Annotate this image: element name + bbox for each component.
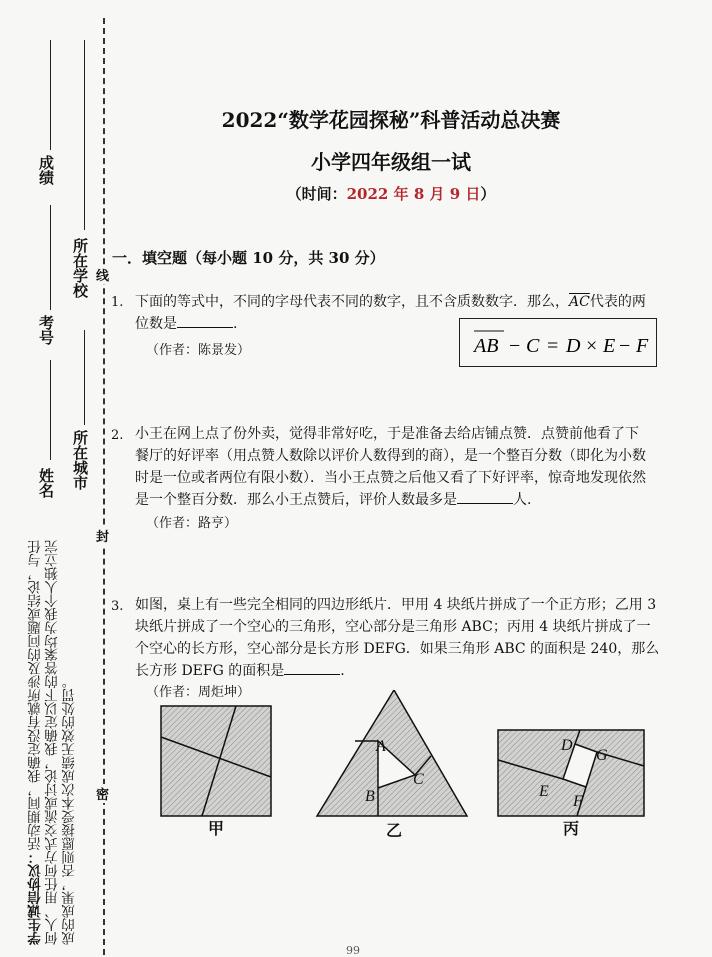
q3-author: （作者：周炬坤）	[146, 685, 251, 700]
point-f-label: F	[573, 793, 583, 810]
q1-equation-box	[459, 318, 657, 367]
name-label: 姓名	[37, 468, 55, 498]
svg-text:AB: AB	[474, 335, 499, 357]
svg-text:C: C	[526, 335, 540, 357]
q1-number: 1.	[111, 295, 124, 310]
exam-date: （时间：2022 年 8 月 9 日）	[286, 185, 496, 203]
figure-bing-label: 丙	[563, 819, 580, 838]
seal-char-secret: 密	[96, 784, 109, 803]
point-a-label: A	[376, 738, 386, 755]
page-mark: 99	[346, 944, 360, 957]
q2-author: （作者：路亨）	[146, 516, 238, 531]
point-b-label: B	[365, 788, 375, 805]
seal-dashed-line	[103, 18, 105, 955]
score-line	[50, 40, 51, 150]
figure-jia	[161, 706, 271, 816]
q3-number: 3.	[111, 599, 124, 614]
name-line	[50, 360, 51, 460]
exam-no-line	[50, 205, 51, 310]
figure-yi-label: 乙	[386, 821, 403, 840]
score-label: 成绩	[37, 155, 55, 185]
q1-equation	[460, 319, 656, 366]
svg-text:E: E	[603, 335, 616, 357]
city-line	[84, 330, 85, 425]
section-title: 一．填空题（每小题 10 分，共 30 分）	[112, 249, 385, 267]
exam-no-label: 考号	[37, 315, 55, 345]
svg-text:=: =	[547, 335, 559, 357]
figure-jia-label: 甲	[208, 819, 225, 838]
grade-title: 小学四年级组一试	[311, 150, 471, 174]
q3-figures	[150, 690, 680, 840]
svg-text:−: −	[509, 335, 521, 357]
svg-text:−: −	[619, 335, 631, 357]
q1-author: （作者：陈景发）	[146, 343, 251, 358]
point-d-label: D	[561, 737, 573, 754]
q2-number: 2.	[111, 428, 124, 443]
svg-text:×: ×	[586, 335, 598, 357]
integrity-agreement	[28, 530, 90, 945]
q2-answer-blank[interactable]	[457, 489, 513, 504]
svg-text:D: D	[566, 335, 581, 357]
figure-yi	[317, 690, 467, 816]
city-label: 所在城市	[71, 430, 89, 490]
point-g-label: G	[596, 747, 608, 764]
seal-char-seal: 封	[96, 526, 109, 545]
q3-text: 如图，桌上有一些完全相同的四边形纸片．甲用 4 块纸片拼成了一个正方形；乙用 3 块纸片拼成了一个空心的三角形，空心部分是三角形 ABC；丙用 4 块纸片拼成了一 个空心的长方形，空心部分是长方形 DEFG．如果三角形 ABC 的面积是 240，那么 长方形 DEFG 的面积是 .	[135, 597, 660, 679]
q2-text: 小王在网上点了份外卖，觉得非常好吃，于是准备去给店铺点赞．点赞前他看了下 餐厅的好评率（用点赞人数除以评价人数得到的商），是一个整百分数（即化为小数 时是一位或者两位有限小数）．当小王点赞之后他又看了下好评率，惊奇地发现依然 是一个整百分数．那么小王点赞后，评价人数最多是 人.	[135, 426, 646, 508]
q1-text: 下面的等式中，不同的字母代表不同的数字，且不含质数数字．那么，$\overline{AC}$代表的两 位数是 .	[135, 294, 646, 332]
point-e-label: E	[539, 783, 549, 800]
svg-text:F: F	[636, 335, 649, 357]
contest-title: 2022“数学花园探秘”科普活动总决赛	[221, 108, 561, 132]
q3-answer-blank[interactable]	[284, 660, 340, 675]
school-label: 所在学校	[71, 238, 89, 298]
seal-char-line: 线	[96, 265, 109, 284]
agreement-body: 活动期间，我确定没有就所涉及的问题或结论，与任何人、用任何方式交流或讨论，我确定以下的答案均为我个人独立完成的成果，否则愿接受本次成绩无效的处罚。	[28, 540, 78, 945]
agreement-title: 学生诚信协议：	[28, 850, 44, 945]
q1-answer-blank[interactable]	[177, 313, 233, 328]
point-c-label: C	[413, 771, 424, 788]
school-line	[84, 40, 85, 230]
